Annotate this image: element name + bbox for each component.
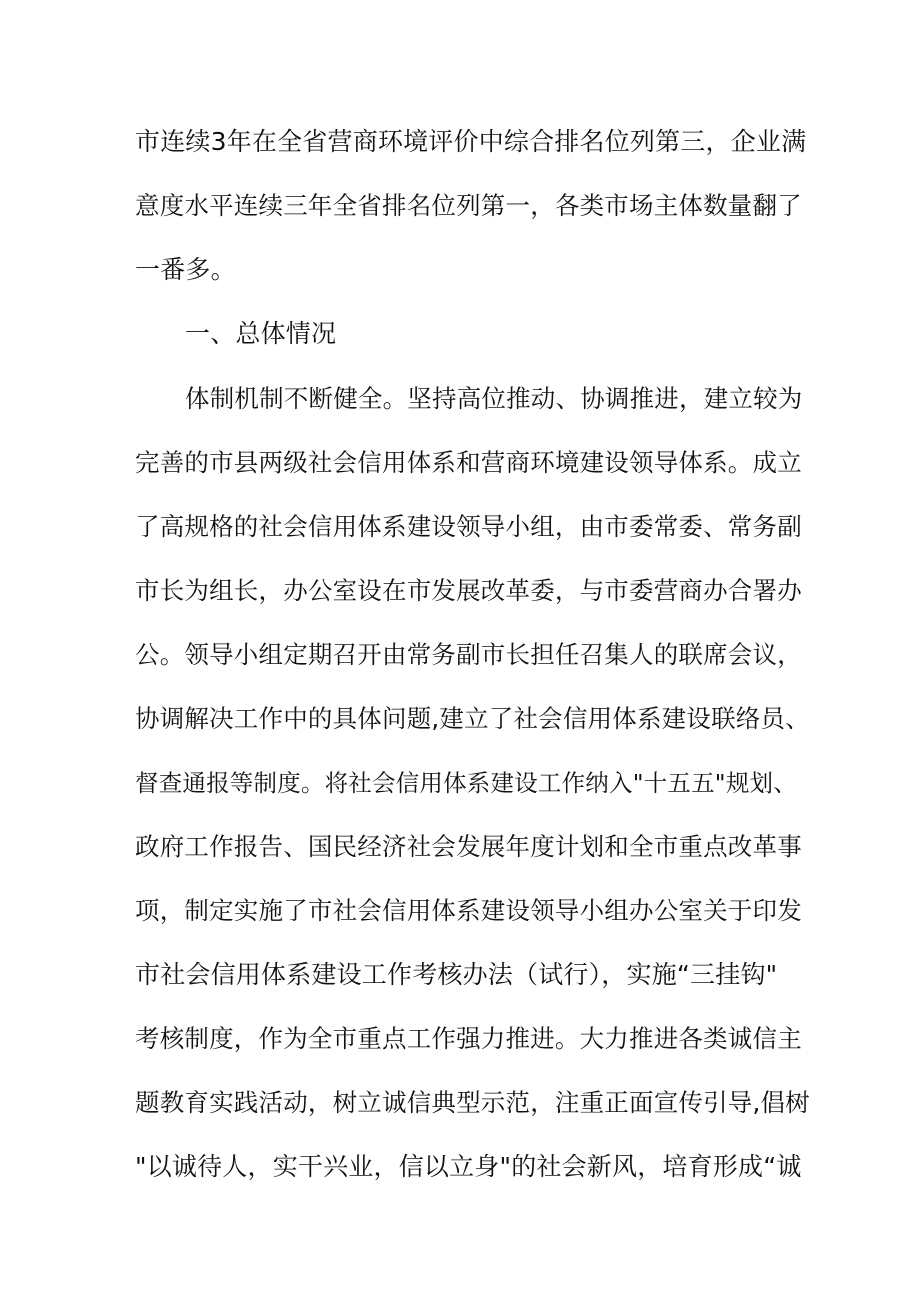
text-line: "以诚待人，实干兴业，信以立身"的社会新风，培育形成“诚 — [135, 1152, 802, 1181]
text-line: 市社会信用体系建设工作考核办法（试行），实施“三挂钩" — [135, 960, 778, 989]
text-line: 协调解决工作中的具体问题,建立了社会信用体系建设联络员、 — [135, 704, 810, 733]
text-line: 市长为组长，办公室设在市发展改革委，与市委营商办合署办 — [135, 576, 802, 605]
text-line: 完善的市县两级社会信用体系和营商环境建设领导体系。成立 — [135, 448, 802, 477]
text-line: 公。领导小组定期召开由常务副市长担任召集人的联席会议， — [135, 640, 802, 669]
text-line: 一番多。 — [135, 255, 236, 284]
text-line: 了高规格的社会信用体系建设领导小组，由市委常委、常务副 — [135, 512, 802, 541]
text-line: 题教育实践活动，树立诚信典型示范，注重正面宣传引导,倡树 — [135, 1088, 810, 1117]
text-line: 意度水平连续三年全省排名位列第一，各类市场主体数量翻了 — [135, 191, 802, 220]
text-line: 政府工作报告、国民经济社会发展年度计划和全市重点改革事 — [135, 832, 802, 861]
text-line: 考核制度，作为全市重点工作强力推进。大力推进各类诚信主 — [135, 1024, 802, 1053]
text-line: 体制机制不断健全。坚持高位推动、协调推进，建立较为 — [185, 384, 803, 413]
text-line: 督查通报等制度。将社会信用体系建设工作纳入"十五五"规划、 — [135, 769, 797, 797]
section-heading: 一、总体情况 — [185, 319, 337, 348]
text-line: 项，制定实施了市社会信用体系建设领导小组办公室关于印发 — [135, 896, 802, 925]
text-line: 市连续3年在全省营商环境评价中综合排名位列第三，企业满 — [135, 127, 807, 156]
